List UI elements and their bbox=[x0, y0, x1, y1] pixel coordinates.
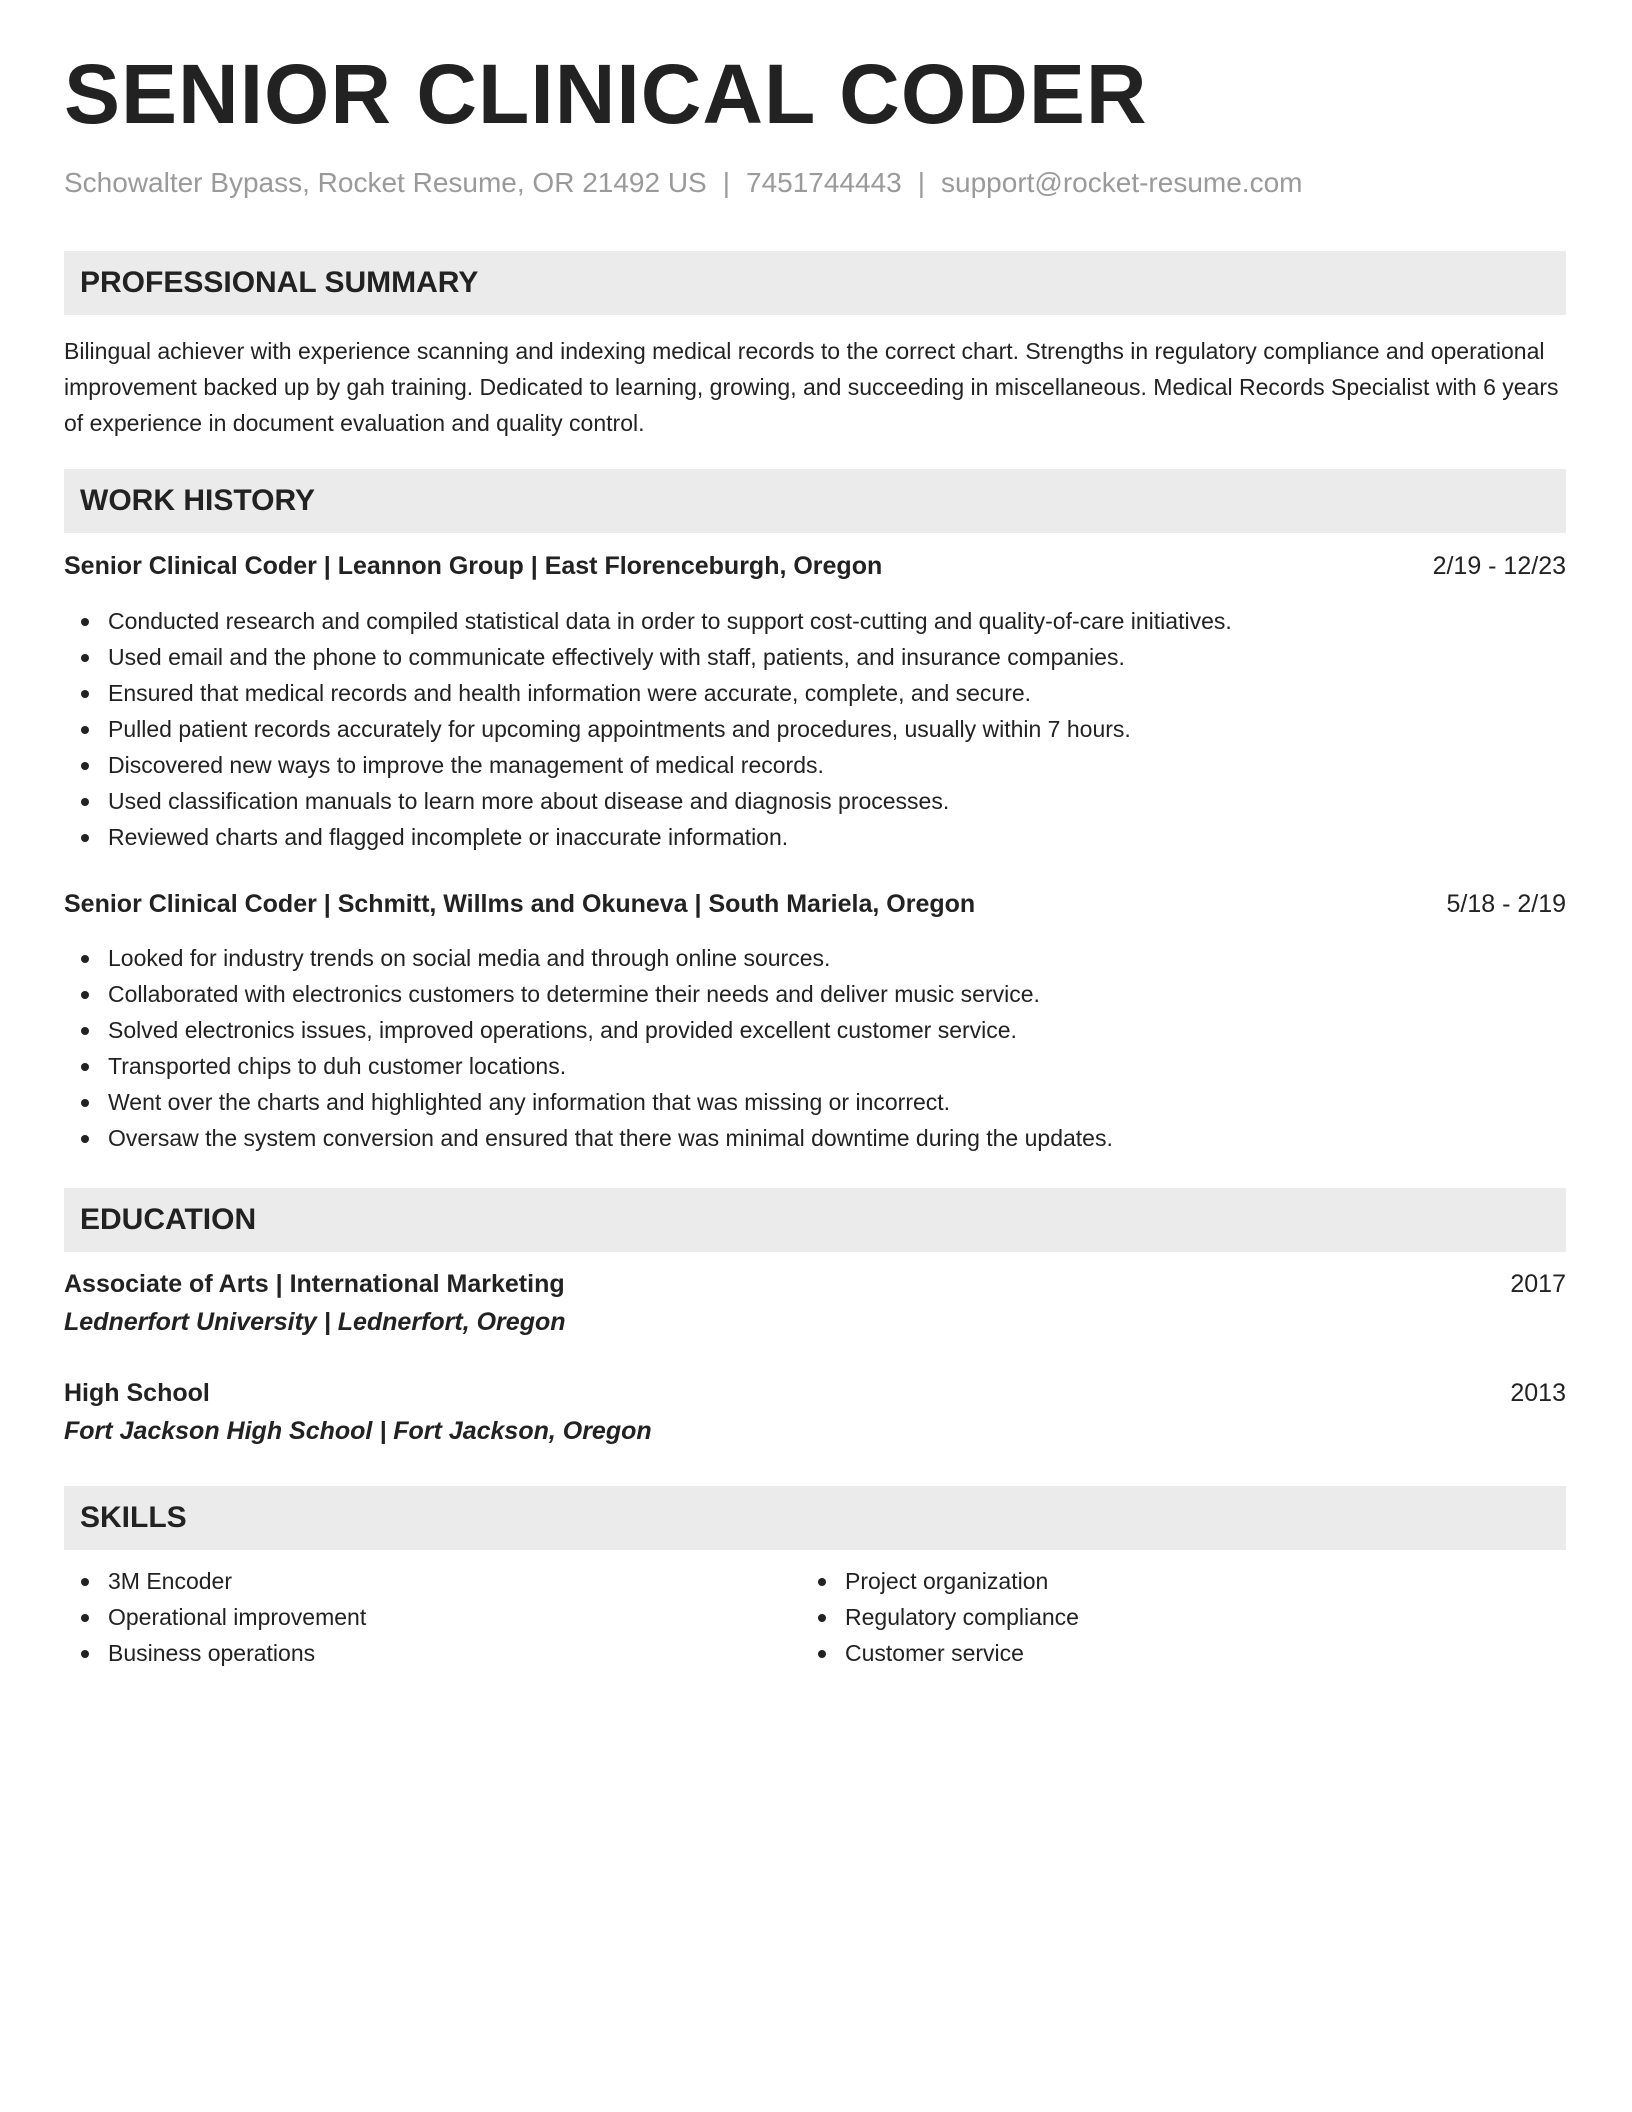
bullet-dot bbox=[81, 1027, 89, 1035]
bullet-dot bbox=[81, 690, 89, 698]
skill-text: 3M Encoder bbox=[108, 1568, 233, 1594]
skill-text: Regulatory compliance bbox=[845, 1604, 1079, 1630]
bullet-dot bbox=[818, 1650, 826, 1658]
education-heading bbox=[64, 1379, 1566, 1408]
contact-separator: | bbox=[722, 167, 731, 198]
education-school: Fort Jackson High School | Fort Jackson, Oregon bbox=[64, 1417, 652, 1445]
list-item bbox=[64, 1635, 764, 1671]
bullet-dot bbox=[81, 1650, 89, 1658]
section-header-work-history bbox=[64, 469, 1566, 533]
contact-line bbox=[64, 166, 1302, 200]
education-year: 2017 bbox=[1510, 1270, 1566, 1298]
section-header-skills bbox=[64, 1486, 1566, 1550]
bullet-dot bbox=[818, 1614, 826, 1622]
job-title: Senior Clinical Coder | Leannon Group | East Florenceburgh, Oregon bbox=[64, 552, 883, 580]
job-bullets bbox=[64, 940, 1566, 1156]
job-heading bbox=[64, 552, 1566, 581]
bullet-text: Transported chips to duh customer locations. bbox=[108, 1053, 567, 1079]
bullet-dot bbox=[81, 798, 89, 806]
list-item bbox=[801, 1599, 1501, 1635]
bullet-text: Discovered new ways to improve the management of medical records. bbox=[108, 752, 824, 778]
list-item bbox=[64, 940, 1566, 976]
bullet-text: Solved electronics issues, improved operations, and provided excellent customer service. bbox=[108, 1017, 1017, 1043]
skills-list-left bbox=[64, 1563, 764, 1671]
job-title: Senior Clinical Coder | Schmitt, Willms and Okuneva | South Mariela, Oregon bbox=[64, 890, 976, 918]
contact-email: support@rocket-resume.com bbox=[941, 167, 1303, 198]
bullet-dot bbox=[81, 1135, 89, 1143]
list-item bbox=[64, 976, 1566, 1012]
skill-text: Customer service bbox=[845, 1640, 1024, 1666]
list-item bbox=[64, 819, 1566, 855]
skill-text: Business operations bbox=[108, 1640, 316, 1666]
job-heading bbox=[64, 890, 1566, 919]
bullet-dot bbox=[81, 834, 89, 842]
education-school: Lednerfort University | Lednerfort, Oregon bbox=[64, 1308, 566, 1336]
bullet-text: Oversaw the system conversion and ensured that there was minimal downtime during the updates. bbox=[108, 1125, 1113, 1151]
job-bullets bbox=[64, 603, 1566, 855]
list-item bbox=[64, 639, 1566, 675]
list-item bbox=[64, 1599, 764, 1635]
bullet-text: Used email and the phone to communicate effectively with staff, patients, and insurance companies. bbox=[108, 644, 1125, 670]
list-item bbox=[64, 1012, 1566, 1048]
list-item bbox=[64, 1084, 1566, 1120]
contact-address: Schowalter Bypass, Rocket Resume, OR 21492 US bbox=[64, 167, 707, 198]
section-title: SKILLS bbox=[80, 1501, 187, 1534]
list-item bbox=[64, 675, 1566, 711]
section-header-education bbox=[64, 1188, 1566, 1252]
bullet-dot bbox=[81, 1614, 89, 1622]
list-item bbox=[801, 1563, 1501, 1599]
list-item bbox=[64, 783, 1566, 819]
bullet-dot bbox=[81, 1578, 89, 1586]
contact-separator: | bbox=[917, 167, 926, 198]
list-item bbox=[64, 1563, 764, 1599]
bullet-dot bbox=[81, 726, 89, 734]
bullet-dot bbox=[81, 1099, 89, 1107]
bullet-text: Conducted research and compiled statistical data in order to support cost-cutting and quality-of-care initiatives. bbox=[108, 608, 1232, 634]
education-heading bbox=[64, 1270, 1566, 1299]
bullet-dot bbox=[81, 618, 89, 626]
skills-list-right bbox=[801, 1563, 1501, 1671]
list-item bbox=[64, 1048, 1566, 1084]
skill-text: Project organization bbox=[845, 1568, 1049, 1594]
bullet-dot bbox=[81, 1063, 89, 1071]
bullet-dot bbox=[81, 991, 89, 999]
contact-phone: 7451744443 bbox=[746, 167, 902, 198]
bullet-text: Reviewed charts and flagged incomplete or inaccurate information. bbox=[108, 824, 789, 850]
bullet-text: Looked for industry trends on social media and through online sources. bbox=[108, 945, 831, 971]
section-title: WORK HISTORY bbox=[80, 484, 316, 517]
education-degree: High School bbox=[64, 1379, 210, 1407]
bullet-dot bbox=[81, 955, 89, 963]
list-item bbox=[801, 1635, 1501, 1671]
list-item bbox=[64, 711, 1566, 747]
bullet-text: Ensured that medical records and health information were accurate, complete, and secure. bbox=[108, 680, 1032, 706]
bullet-dot bbox=[818, 1578, 826, 1586]
skill-text: Operational improvement bbox=[108, 1604, 367, 1630]
list-item bbox=[64, 747, 1566, 783]
list-item bbox=[64, 603, 1566, 639]
resume-name-title: SENIOR CLINICAL CODER bbox=[64, 47, 1148, 141]
job-dates: 2/19 - 12/23 bbox=[1432, 552, 1566, 580]
job-dates: 5/18 - 2/19 bbox=[1446, 890, 1566, 918]
education-degree: Associate of Arts | International Marketing bbox=[64, 1270, 565, 1298]
bullet-text: Pulled patient records accurately for upcoming appointments and procedures, usually within 7 hours. bbox=[108, 716, 1131, 742]
section-title: PROFESSIONAL SUMMARY bbox=[80, 266, 479, 299]
bullet-dot bbox=[81, 654, 89, 662]
section-title: EDUCATION bbox=[80, 1203, 257, 1236]
education-year: 2013 bbox=[1510, 1379, 1566, 1407]
section-header-summary bbox=[64, 251, 1566, 315]
summary-text: Bilingual achiever with experience scanning and indexing medical records to the correct chart. Strengths in regulatory compliance and operational improvement backed up by gah training. Dedicated to learning, growing, and succeeding in miscellaneous. Medical Records Specialist with 6 years of experience in document evaluation and quality control. bbox=[64, 338, 1559, 436]
bullet-text: Used classification manuals to learn more about disease and diagnosis processes. bbox=[108, 788, 950, 814]
bullet-dot bbox=[81, 762, 89, 770]
bullet-text: Collaborated with electronics customers to determine their needs and deliver music service. bbox=[108, 981, 1040, 1007]
bullet-text: Went over the charts and highlighted any information that was missing or incorrect. bbox=[108, 1089, 951, 1115]
list-item bbox=[64, 1120, 1566, 1156]
